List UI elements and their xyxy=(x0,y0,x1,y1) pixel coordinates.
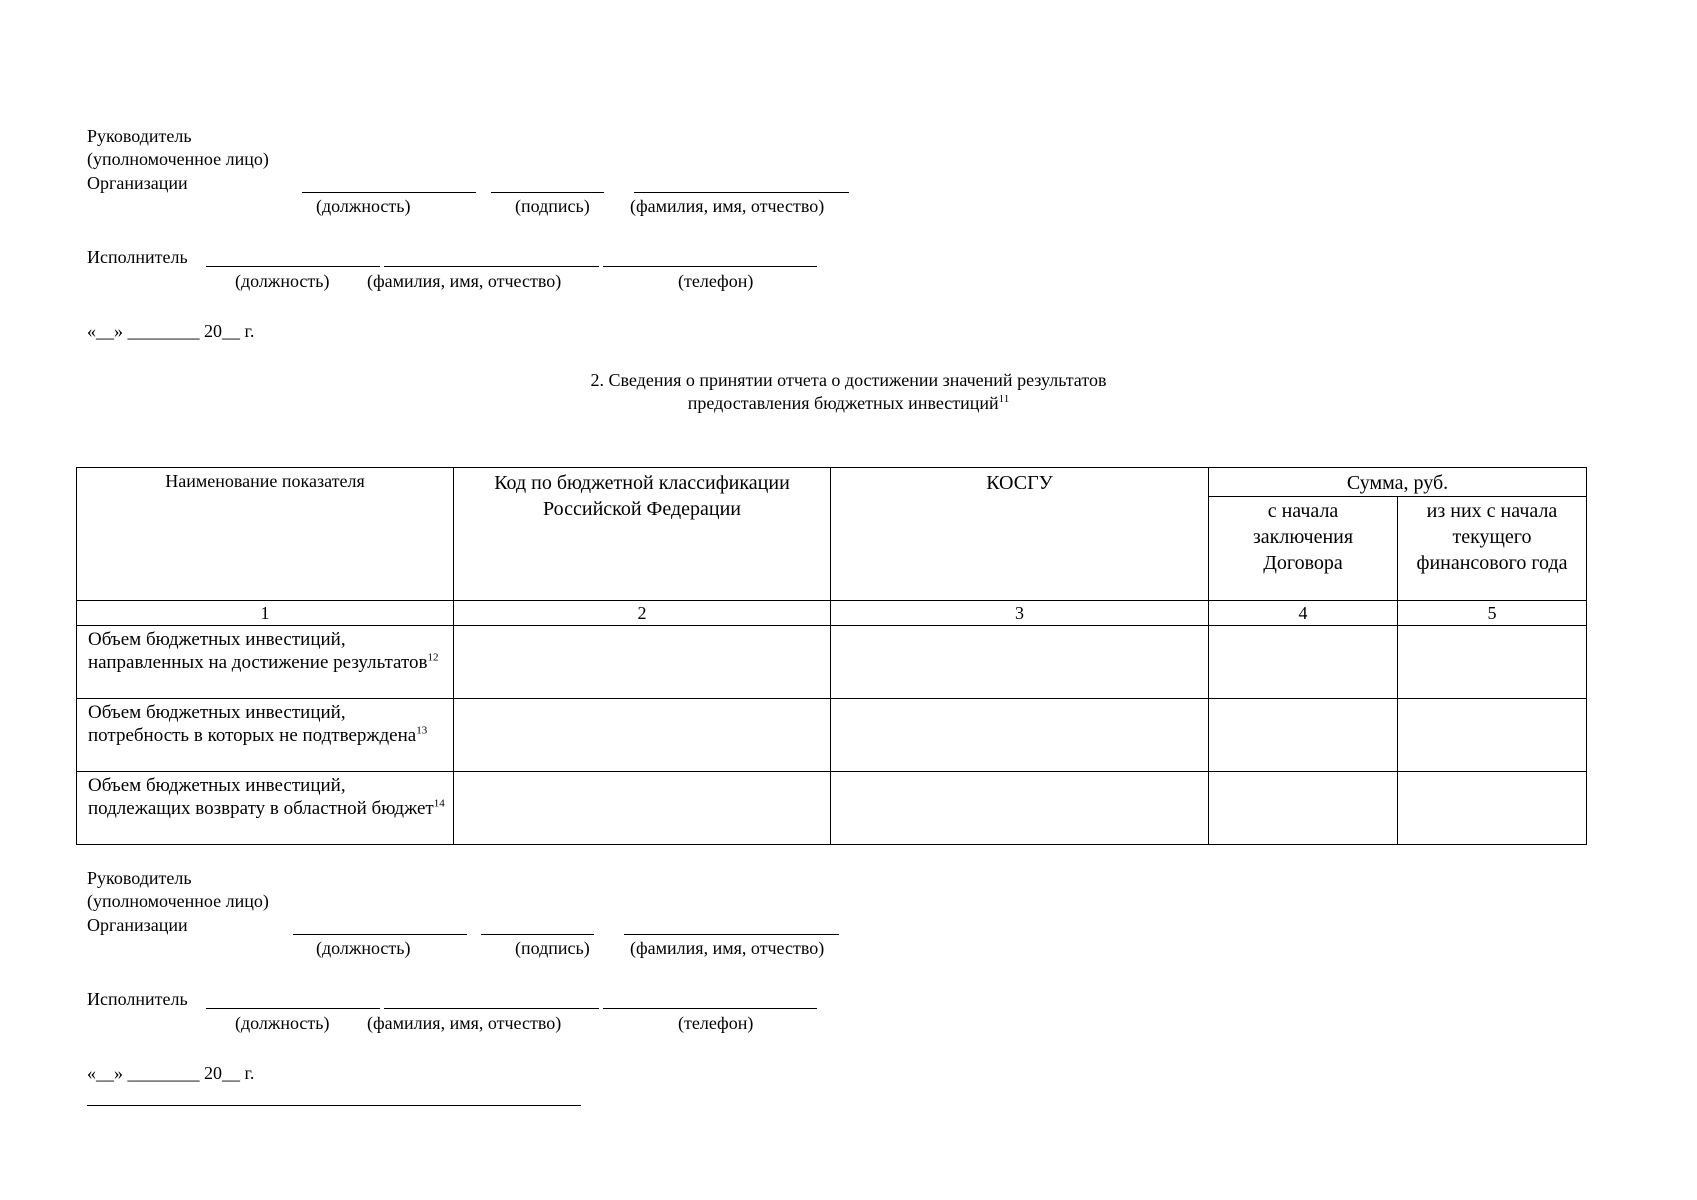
executor-phone-caption: (телефон) xyxy=(678,271,754,291)
col3-header: КОСГУ xyxy=(831,468,1209,601)
head-fullname-field[interactable] xyxy=(634,192,849,193)
executor-phone-caption-bottom: (телефон) xyxy=(678,1013,754,1033)
table-row xyxy=(77,626,1587,699)
col1-header: Наименование показателя xyxy=(77,468,454,601)
head-position-caption: (должность) xyxy=(316,196,411,216)
head-title-line-1-bottom: Руководитель xyxy=(87,868,192,888)
head-position-field[interactable] xyxy=(302,192,476,193)
head-signature-caption-bottom: (подпись) xyxy=(515,938,590,958)
date-line-bottom: «__» ________ 20__ г. xyxy=(87,1063,255,1083)
executor-fullname-caption-bottom: (фамилия, имя, отчество) xyxy=(367,1013,562,1033)
executor-label: Исполнитель xyxy=(87,247,188,267)
row-label-1-text: Объем бюджетных инвестиций, направленных на достижение результатов xyxy=(88,629,428,673)
head-fullname-caption: (фамилия, имя, отчество) xyxy=(630,196,825,216)
report-table xyxy=(76,467,1587,845)
head-title-line-2: (уполномоченное лицо) xyxy=(87,149,269,169)
cell-sum-total-2[interactable] xyxy=(1209,699,1398,772)
col4-header: с начала заключения Договора xyxy=(1209,497,1398,601)
executor-position-caption: (должность) xyxy=(235,271,330,291)
cell-kosgu-3[interactable] xyxy=(831,772,1209,845)
footnote-ref-11: 11 xyxy=(998,393,1010,405)
col-number-4: 4 xyxy=(1209,601,1398,626)
col5-header: из них с начала текущего финансового года xyxy=(1398,497,1587,601)
head-title-line-1: Руководитель xyxy=(87,126,192,146)
executor-phone-field-bottom[interactable] xyxy=(603,1008,817,1009)
footnote-ref-14: 14 xyxy=(433,797,445,810)
executor-label-bottom: Исполнитель xyxy=(87,989,188,1009)
head-fullname-caption-bottom: (фамилия, имя, отчество) xyxy=(630,938,825,958)
head-title-line-3: Организации xyxy=(87,173,188,193)
cell-kbk-1[interactable] xyxy=(454,626,831,699)
head-position-caption-bottom: (должность) xyxy=(316,938,411,958)
cell-sum-total-1[interactable] xyxy=(1209,626,1398,699)
column-number-row xyxy=(77,601,1587,626)
footnote-ref-13: 13 xyxy=(416,724,428,737)
table-row xyxy=(77,699,1587,772)
head-position-field-bottom[interactable] xyxy=(293,934,467,935)
executor-position-field-bottom[interactable] xyxy=(206,1008,380,1009)
cell-kosgu-2[interactable] xyxy=(831,699,1209,772)
executor-fullname-field[interactable] xyxy=(384,266,599,267)
col-number-5: 5 xyxy=(1398,601,1587,626)
row-label-1 xyxy=(77,626,454,699)
row-label-3-text: Объем бюджетных инвестиций, подлежащих возврату в областной бюджет xyxy=(88,775,434,819)
cell-sum-year-3[interactable] xyxy=(1398,772,1587,845)
col-number-1: 1 xyxy=(77,601,454,626)
row-label-2 xyxy=(77,699,454,772)
section-title xyxy=(0,369,1697,415)
head-fullname-field-bottom[interactable] xyxy=(624,934,839,935)
col-number-3: 3 xyxy=(831,601,1209,626)
cell-kbk-2[interactable] xyxy=(454,699,831,772)
col2-header: Код по бюджетной классификации Российской Федерации xyxy=(454,468,831,601)
head-signature-field-bottom[interactable] xyxy=(481,934,594,935)
sum-header: Сумма, руб. xyxy=(1209,468,1587,497)
executor-fullname-field-bottom[interactable] xyxy=(384,1008,599,1009)
cell-sum-total-3[interactable] xyxy=(1209,772,1398,845)
executor-fullname-caption: (фамилия, имя, отчество) xyxy=(367,271,562,291)
executor-position-field[interactable] xyxy=(206,266,380,267)
footnote-ref-12: 12 xyxy=(427,651,439,664)
table-row xyxy=(77,772,1587,845)
head-title-line-3-bottom: Организации xyxy=(87,915,188,935)
cell-sum-year-2[interactable] xyxy=(1398,699,1587,772)
head-title-line-2-bottom: (уполномоченное лицо) xyxy=(87,891,269,911)
section-title-line-2-text: предоставления бюджетных инвестиций xyxy=(687,393,999,413)
section-title-line-2 xyxy=(0,392,1697,415)
head-signature-caption: (подпись) xyxy=(515,196,590,216)
row-label-2-text: Объем бюджетных инвестиций, потребность в которых не подтверждена xyxy=(88,702,417,746)
footnote-separator xyxy=(87,1105,581,1106)
col-number-2: 2 xyxy=(454,601,831,626)
row-label-3 xyxy=(77,772,454,845)
cell-sum-year-1[interactable] xyxy=(1398,626,1587,699)
executor-position-caption-bottom: (должность) xyxy=(235,1013,330,1033)
cell-kosgu-1[interactable] xyxy=(831,626,1209,699)
head-signature-field[interactable] xyxy=(491,192,604,193)
section-title-line-1: 2. Сведения о принятии отчета о достижении значений результатов xyxy=(590,370,1107,390)
executor-phone-field[interactable] xyxy=(603,266,817,267)
cell-kbk-3[interactable] xyxy=(454,772,831,845)
date-line: «__» ________ 20__ г. xyxy=(87,321,255,341)
